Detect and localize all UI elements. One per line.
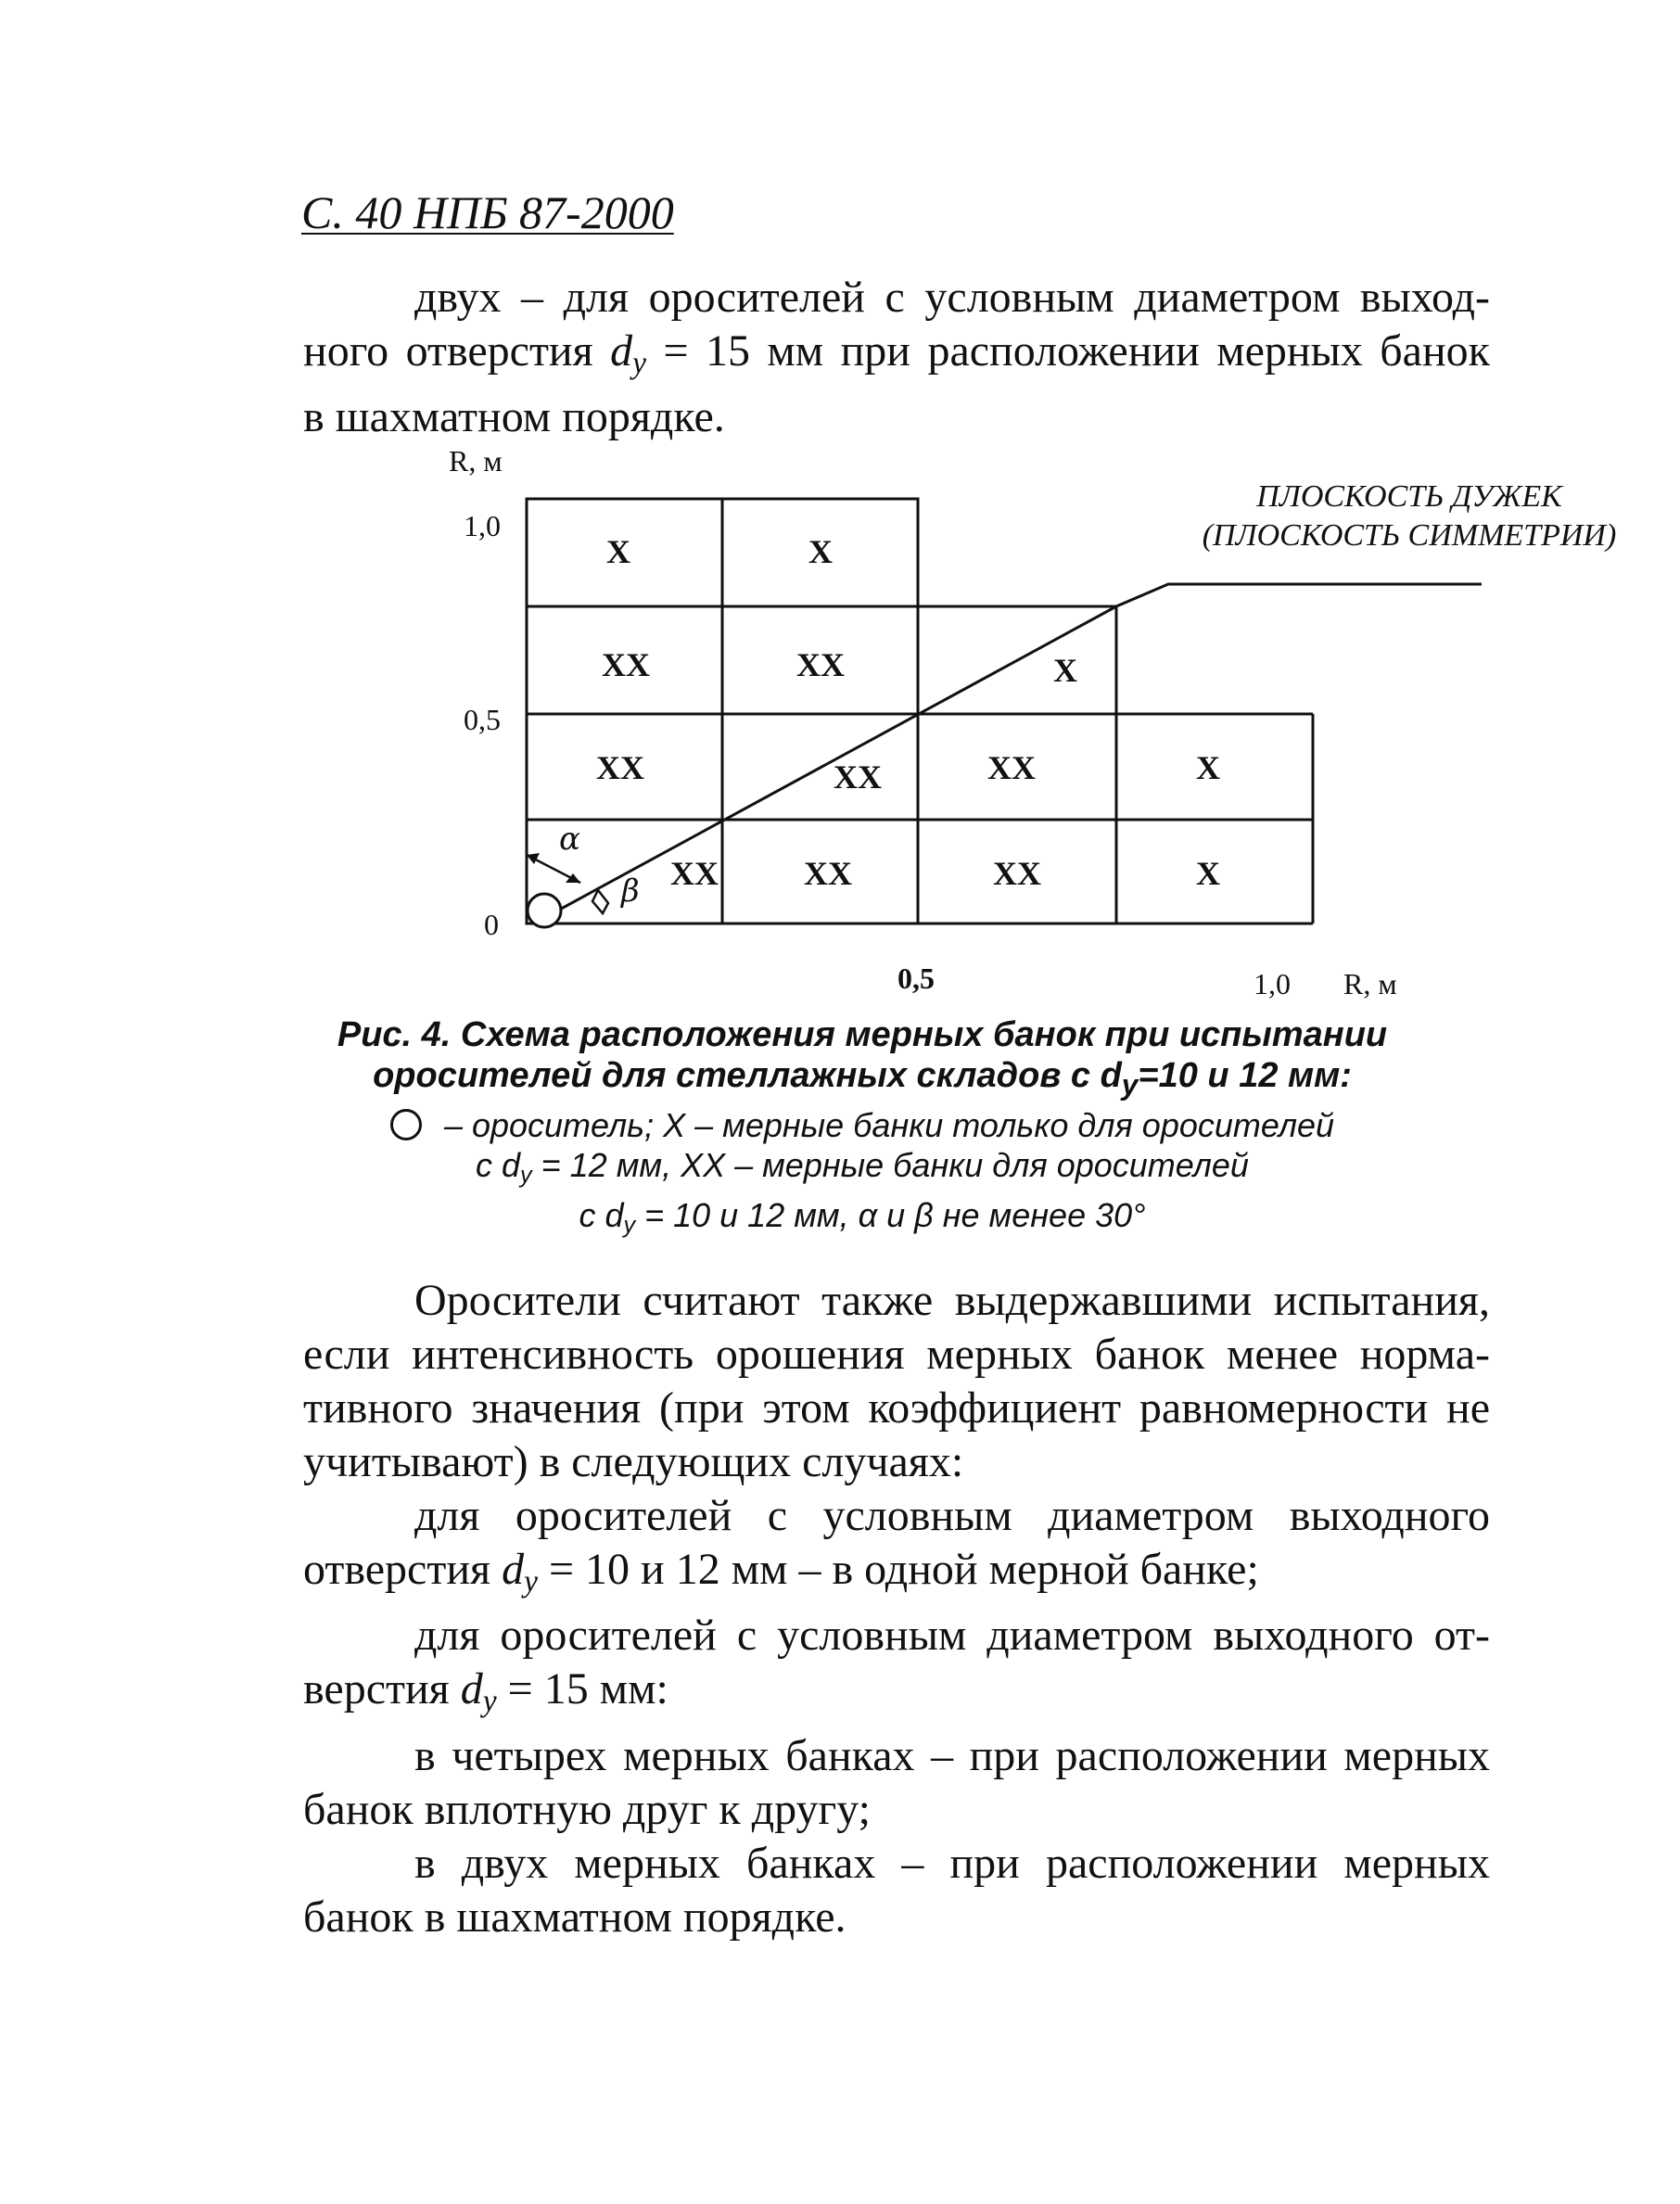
caption-title-line-1: Рис. 4. Схема расположения мерных банок при испытании <box>337 1015 1388 1054</box>
body-text <box>303 1274 1490 1944</box>
dy-var: d <box>460 1664 483 1714</box>
dy-sub: y <box>482 1684 497 1719</box>
body-paragraph-1: Оросители считают также выдержавшими испытания, если интенсивность орошения мерных банок менее нормативного значения (при этом коэффициент равномерности не учитывают) в следующих случаях: <box>303 1276 1490 1486</box>
grid-cell-mark: XX <box>596 749 644 786</box>
caption-text: = 10 и 12 мм, α и β не менее 30° <box>635 1195 1146 1234</box>
body-text-span: = 10 и 12 мм – в одной мерной банке; <box>537 1545 1259 1594</box>
dy-sub: y <box>632 346 647 381</box>
caption-legend-line-2 <box>278 1145 1446 1195</box>
intro-line-3: в шахматном порядке. <box>303 392 725 442</box>
grid-cell-mark: X <box>1196 749 1220 786</box>
caption-sub: y <box>623 1212 636 1239</box>
grid-cell-mark: XX <box>796 646 845 683</box>
caption-text: = 12 мм, XX – мерные банки для оросителей <box>531 1145 1249 1184</box>
body-text-span: = 15 мм: <box>496 1664 668 1714</box>
y-axis-label: R, м <box>449 444 503 478</box>
grid-cell-mark: XX <box>804 855 852 892</box>
grid-cell-mark: XX <box>834 758 882 796</box>
dy-sub: y <box>524 1564 538 1599</box>
caption-legend-line-3 <box>278 1195 1446 1245</box>
body-paragraph-4: в четырех мерных банках – при расположении мерных банок вплотную друг к другу; <box>303 1730 1490 1834</box>
y-tick-label: 0,5 <box>464 703 501 736</box>
grid-cell-mark: XX <box>670 855 719 892</box>
body-paragraph-3 <box>303 1609 1490 1728</box>
caption-text: с d <box>579 1195 624 1234</box>
caption-sub: y <box>520 1161 532 1188</box>
grid-lines <box>527 499 1313 924</box>
alpha-label: α <box>559 821 580 858</box>
caption-title-line-2 <box>278 1055 1446 1105</box>
grid-cell-mark: X <box>808 533 833 570</box>
symmetry-plane-label-2: (ПЛОСКОСТЬ СИММЕТРИИ) <box>1202 518 1617 553</box>
y-tick-label: 0 <box>484 908 499 941</box>
dy-var: d <box>610 326 633 376</box>
body-text-span: для оросителей с условным диаметром выходного отверстия <box>303 1611 1490 1714</box>
grid-cell-mark: X <box>1053 652 1077 689</box>
body-paragraph-5: в двух мерных банках – при расположении мерных банок в шахматном порядке. <box>303 1838 1490 1942</box>
dy-symbol <box>460 1664 497 1719</box>
sprinkler-legend-icon <box>390 1109 422 1140</box>
body-text-span: для оросителей с условным диаметром выходного отверстия <box>303 1491 1490 1594</box>
symmetry-plane-label-1: ПЛОСКОСТЬ ДУЖЕК <box>1256 479 1562 514</box>
x-tick-label: 1,0 <box>1254 967 1291 1000</box>
running-header: С. 40 НПБ 87-2000 <box>301 186 674 238</box>
alpha-arrowhead-icon <box>527 853 540 864</box>
beta-arrow-icon <box>592 890 608 913</box>
intro-text: = 15 мм при расположении мерных банок <box>646 326 1490 376</box>
grid-cell-mark: X <box>1196 855 1220 892</box>
body-paragraph-2 <box>303 1489 1490 1609</box>
x-tick-label: 0,5 <box>897 962 935 995</box>
caption-text: с d <box>476 1145 521 1184</box>
caption-legend-line-1 <box>278 1105 1446 1145</box>
caption-text: =10 и 12 мм: <box>1138 1056 1352 1095</box>
grid-cell-mark: X <box>606 533 630 570</box>
sprinkler-layout-figure <box>0 0 1680 1020</box>
grid-cell-mark: XX <box>602 646 650 683</box>
caption-sub: y <box>1121 1067 1139 1102</box>
sprinkler-circle-icon <box>528 894 561 927</box>
dy-var: d <box>502 1545 525 1594</box>
caption-text: – ороситель; X – мерные банки только для оросителей <box>443 1105 1335 1144</box>
figure-caption <box>278 1014 1446 1245</box>
y-tick-label: 1,0 <box>464 509 501 542</box>
x-axis-label: R, м <box>1343 967 1397 1000</box>
intro-line-1: двух – для оросителей с условным диаметром выход- <box>414 273 1490 322</box>
caption-text: оросителей для стеллажных складов с d <box>373 1056 1122 1095</box>
dy-symbol <box>502 1545 538 1599</box>
grid-cell-mark: XX <box>987 749 1036 786</box>
intro-text: ного отверстия <box>303 326 611 376</box>
alpha-arrowhead-icon <box>566 873 580 883</box>
beta-label: β <box>621 873 640 910</box>
grid-cell-mark: XX <box>993 855 1041 892</box>
